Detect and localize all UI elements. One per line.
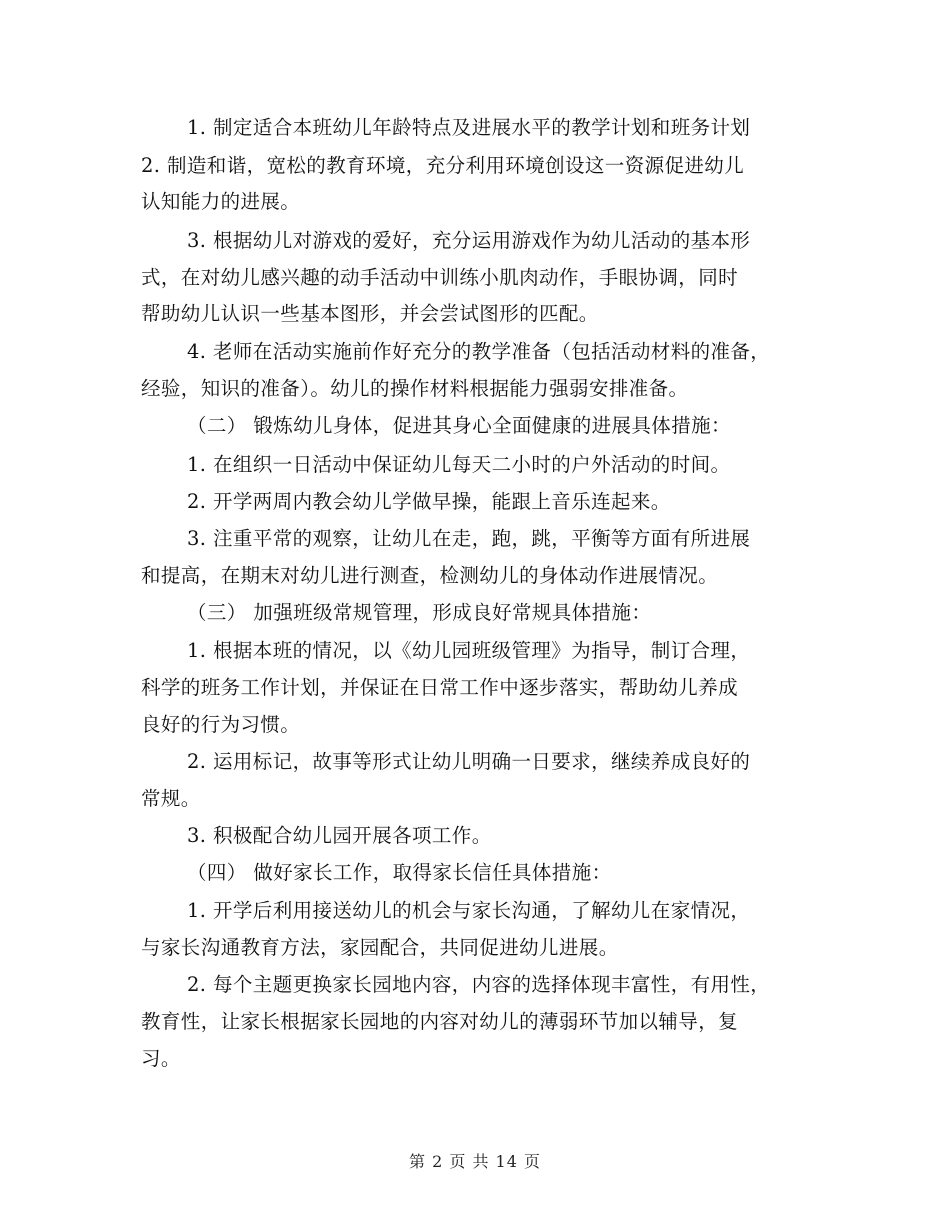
section-heading: （三） 加强班级常规管理，形成良好常规具体措施： — [187, 601, 652, 624]
paragraph-line: 与家长沟通教育方法，家园配合，共同促进幼儿进展。 — [141, 936, 619, 959]
paragraph-line: 常规。 — [141, 787, 201, 810]
paragraph-line: 经验，知识的准备）。幼儿的操作材料根据能力强弱安排准备。 — [141, 377, 689, 400]
paragraph-line: 和提高，在期末对幼儿进行测查，检测幼儿的身体动作进展情况。 — [141, 564, 719, 587]
section-heading: （四） 做好家长工作，取得家长信任具体措施： — [187, 861, 612, 884]
paragraph-line: 2. 每个主题更换家长园地内容，内容的选择体现丰富性，有用性， — [187, 973, 771, 996]
paragraph-line: 式，在对幼儿感兴趣的动手活动中训练小肌肉动作，手眼协调，同时 — [141, 266, 739, 289]
paragraph-line: 3. 积极配合幼儿园开展各项工作。 — [187, 824, 492, 847]
paragraph-line: 2. 开学两周内教会幼儿学做早操，能跟上音乐连起来。 — [187, 490, 671, 513]
paragraph-line: 2. 运用标记，故事等形式让幼儿明确一日要求，继续养成良好的 — [187, 750, 751, 773]
paragraph-line: 1. 根据本班的情况，以《幼儿园班级管理》为指导，制订合理， — [187, 639, 751, 662]
paragraph-line: 1. 制定适合本班幼儿年龄特点及进展水平的教学计划和班务计划 — [187, 116, 751, 139]
paragraph-line: 教育性，让家长根据家长园地的内容对幼儿的薄弱环节加以辅导，复 — [141, 1010, 739, 1033]
paragraph-line: 2. 制造和谐，宽松的教育环境，充分利用环境创设这一资源促进幼儿 — [141, 154, 745, 177]
paragraph-line: 科学的班务工作计划，并保证在日常工作中逐步落实，帮助幼儿养成 — [141, 676, 739, 699]
page-footer: 第 2 页 共 14 页 — [409, 1152, 541, 1171]
paragraph-line: 1. 开学后利用接送幼儿的机会与家长沟通，了解幼儿在家情况， — [187, 899, 751, 922]
paragraph-line: 帮助幼儿认识一些基本图形，并会尝试图形的匹配。 — [141, 302, 599, 325]
paragraph-line: 认知能力的进展。 — [141, 190, 301, 213]
paragraph-line: 4. 老师在活动实施前作好充分的教学准备（包括活动材料的准备， — [187, 340, 771, 363]
paragraph-line: 1. 在组织一日活动中保证幼儿每天二小时的户外活动的时间。 — [187, 453, 731, 476]
paragraph-line: 良好的行为习惯。 — [141, 713, 301, 736]
section-heading: （二） 锻炼幼儿身体，促进其身心全面健康的进展具体措施： — [187, 414, 731, 437]
paragraph-line: 3. 注重平常的观察，让幼儿在走，跑，跳，平衡等方面有所进展 — [187, 527, 751, 550]
paragraph-line: 习。 — [141, 1047, 181, 1070]
paragraph-line: 3. 根据幼儿对游戏的爱好，充分运用游戏作为幼儿活动的基本形 — [187, 229, 751, 252]
